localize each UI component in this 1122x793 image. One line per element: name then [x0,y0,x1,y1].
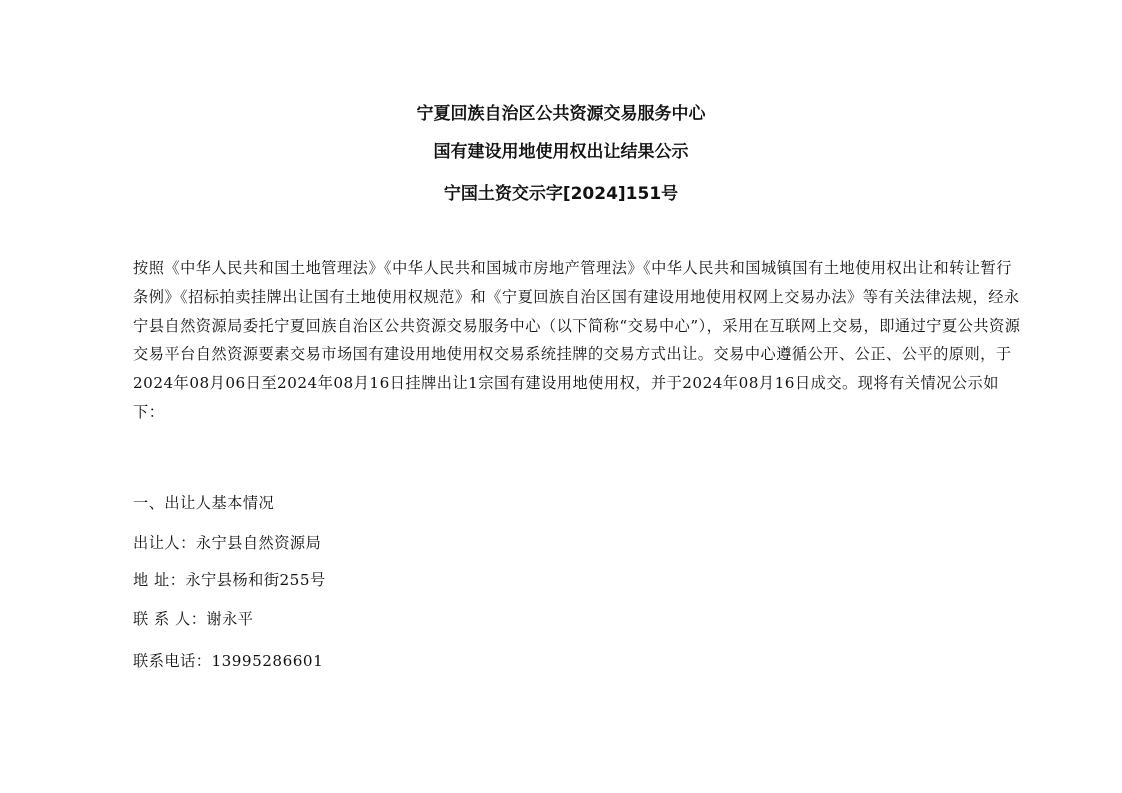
address-line: 地 址：永宁县杨和街255号 [133,571,326,589]
phone-line: 联系电话：13995286601 [133,652,324,670]
document-number: 宁国土资交示字[2024]151号 [443,184,679,204]
intro-paragraph-text: 按照《中华人民共和国土地管理法》《中华人民共和国城市房地产管理法》《中华人民共和国城镇国有土地使用权出让和转让暂行条例》《招标拍卖挂牌出让国有土地使用权规范》和《宁夏回族自治区国有建设用地使用权网上交易办法》等有关法律法规，经永宁县自然资源局委托宁夏回族自治区公共资源交易服务中心（以下简称“交易中心”），采用在互联网上交易，即通过宁夏公共资源交易平台自然资源要素交易市场国有建设用地使用权交易系统挂牌的交易方式出让。交易中心遵循公开、公正、公平的原则，于2024年08月06日至2024年08月16日挂牌出让1宗国有建设用地使用权，并于2024年08月16日成交。现将有关情况公示如下： [133,259,1021,421]
issuer-title: 宁夏回族自治区公共资源交易服务中心 [416,104,706,124]
intro-paragraph [133,254,1023,427]
transferor-line: 出让人：永宁县自然资源局 [133,534,322,552]
section-heading-transferor: 一、出让人基本情况 [133,494,275,512]
announcement-title: 国有建设用地使用权出让结果公示 [433,142,689,162]
contact-person-line: 联 系 人：谢永平 [133,610,254,628]
